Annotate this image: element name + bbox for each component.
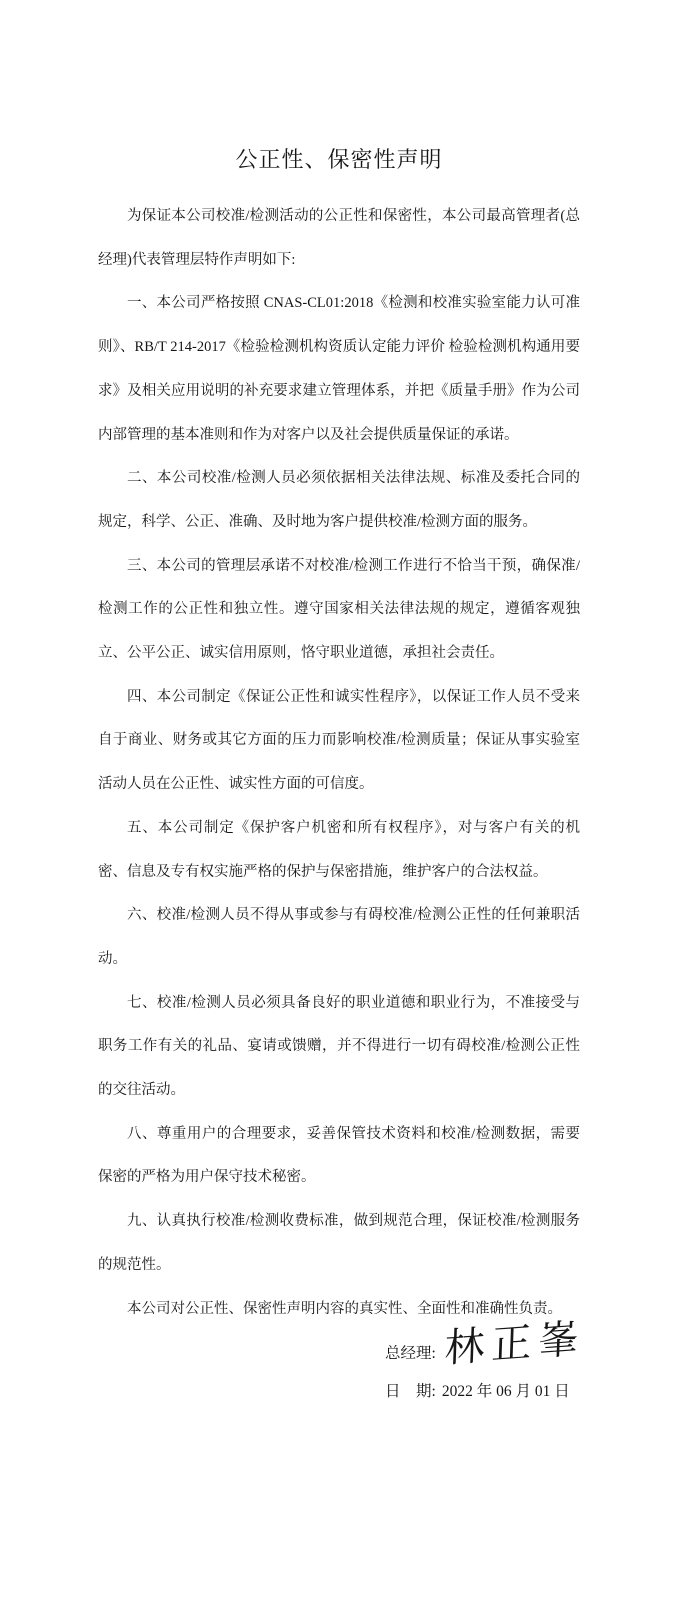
handwritten-signature: 林正峯 [443, 1315, 586, 1372]
intro-paragraph: 为保证本公司校准/检测活动的公正性和保密性，本公司最高管理者(总经理)代表管理层特作声明如下: [98, 208, 580, 268]
clause-paragraph-4: 四、本公司制定《保证公正性和诚实性程序》，以保证工作人员不受来自于商业、财务或其它方面的压力而影响校准/检测质量；保证从事实验室活动人员在公正性、诚实性方面的可信度。 [98, 688, 580, 793]
clause-paragraph-1: 一、本公司严格按照 CNAS-CL01:2018《检测和校准实验室能力认可准则》、RB/T 214-2017《检验检测机构资质认定能力评价 检验检测机构通用要求》及相关应用说明的补充要求建立管理体系，并把《质量手册》作为公司内部管理的基本准则和作为对客户以及社会提供质量保证的承诺。 [98, 295, 580, 443]
clause-paragraph-7: 七、校准/检测人员必须具备良好的职业道德和职业行为，不准接受与职务工作有关的礼品、宴请或馈赠，并不得进行一切有碍校准/检测公正性的交往活动。 [98, 994, 580, 1099]
clause-paragraph-3: 三、本公司的管理层承诺不对校准/检测工作进行不恰当干预，确保准/检测工作的公正性和独立性。遵守国家相关法律法规的规定，遵循客观独立、公平公正、诚实信用原则，恪守职业道德，承担社会责任。 [98, 557, 580, 662]
general-manager-label: 总经理: [385, 1345, 436, 1362]
clause-paragraph-9: 九、认真执行校准/检测收费标准，做到规范合理，保证校准/检测服务的规范性。 [98, 1213, 580, 1273]
signature-block [385, 1295, 645, 1401]
clause-paragraph-6: 六、校准/检测人员不得从事或参与有碍校准/检测公正性的任何兼职活动。 [98, 907, 580, 967]
clause-paragraph-2: 二、本公司校准/检测人员必须依据相关法律法规、标准及委托合同的规定，科学、公正、准确、及时地为客户提供校准/检测方面的服务。 [98, 470, 580, 530]
clause-paragraph-5: 五、本公司制定《保护客户机密和所有权程序》，对与客户有关的机密、信息及专有权实施严格的保护与保密措施，维护客户的合法权益。 [98, 819, 580, 880]
document-body [98, 195, 580, 1331]
clause-paragraph-8: 八、尊重用户的合理要求，妥善保管技术资料和校准/检测数据，需要保密的严格为用户保守技术秘密。 [98, 1125, 580, 1186]
date-line [385, 1379, 645, 1401]
document-content [98, 0, 580, 1331]
date-value: 2022 年 06 月 01 日 [441, 1383, 570, 1400]
date-label: 日 期: [385, 1383, 436, 1400]
page-title: 公正性、保密性声明 [235, 147, 443, 172]
closing-paragraph: 本公司对公正性、保密性声明内容的真实性、全面性和准确性负责。 [127, 1300, 562, 1317]
signature-line [385, 1295, 645, 1372]
